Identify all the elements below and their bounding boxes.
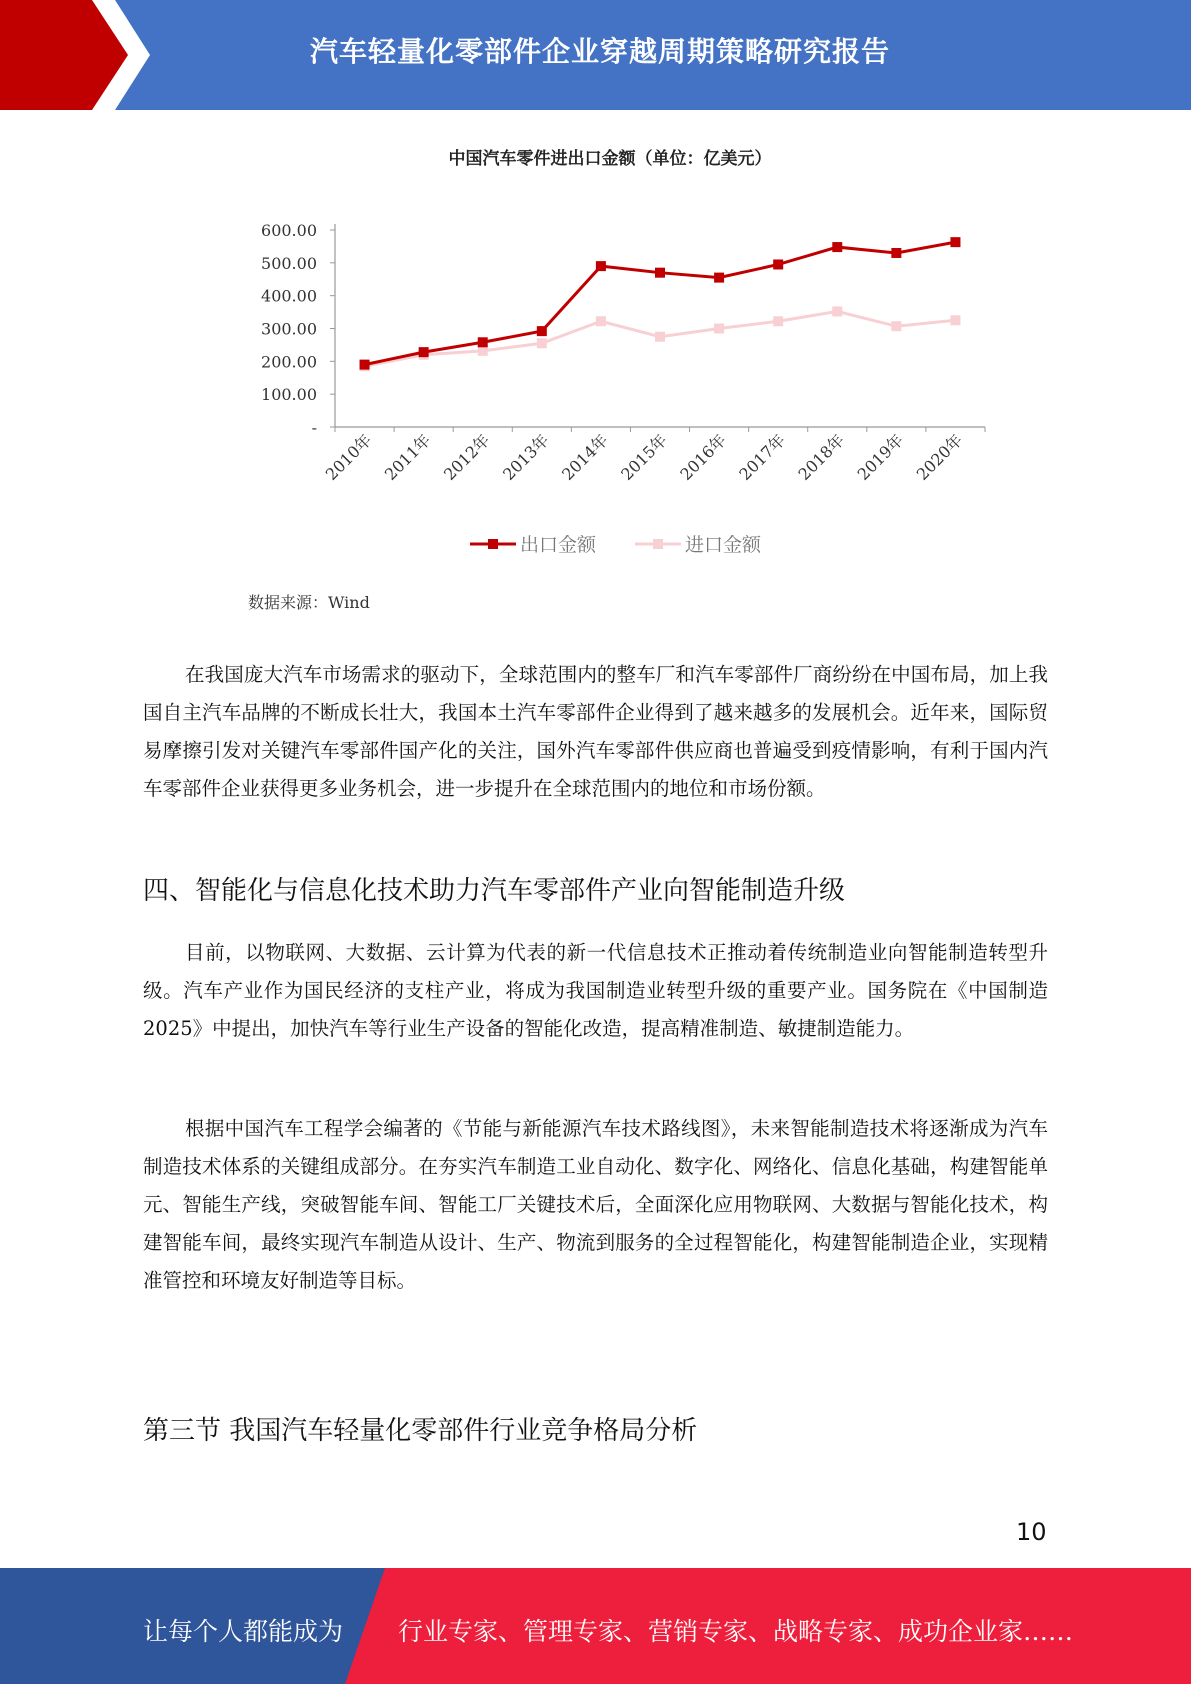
data-point bbox=[950, 315, 960, 325]
x-tick-label: 2018年 bbox=[794, 430, 849, 484]
legend-marker bbox=[488, 539, 498, 549]
y-tick-label: 300.00 bbox=[261, 319, 317, 339]
x-tick-label: 2016年 bbox=[676, 430, 730, 484]
data-point bbox=[950, 237, 960, 247]
page-number: 10 bbox=[1016, 1518, 1047, 1546]
legend-marker bbox=[653, 539, 663, 549]
y-tick-label: 400.00 bbox=[261, 286, 317, 306]
x-axis bbox=[322, 427, 985, 484]
data-point bbox=[773, 259, 783, 269]
data-point bbox=[596, 261, 606, 271]
data-point bbox=[478, 346, 488, 356]
data-point bbox=[360, 360, 370, 370]
header-title: 汽车轻量化零部件企业穿越周期策略研究报告 bbox=[309, 35, 890, 68]
paragraph-intelligent: 目前，以物联网、大数据、云计算为代表的新一代信息技术正推动着传统制造业向智能制造转型升级。汽车产业作为国民经济的支柱产业，将成为我国制造业转型升级的重要产业。国务院在《中国制造 2025》中提出，加快汽车等行业生产设备的智能化改造，提高精准制造、敏捷制造能力。 bbox=[143, 941, 1048, 1040]
series-line bbox=[365, 242, 956, 364]
data-point bbox=[714, 324, 724, 334]
trade-chart bbox=[230, 140, 990, 580]
data-point bbox=[891, 248, 901, 258]
y-tick-label: 600.00 bbox=[261, 221, 317, 240]
chart-title: 中国汽车零件进出口金额（单位：亿美元） bbox=[448, 149, 772, 169]
data-point bbox=[478, 337, 488, 347]
legend-label: 出口金额 bbox=[520, 534, 597, 556]
footer-slogan-left: 让每个人都能成为 bbox=[143, 1617, 344, 1646]
legend-label: 进口金额 bbox=[685, 534, 762, 556]
x-tick-label: 2010年 bbox=[321, 430, 376, 484]
heading-four: 四、智能化与信息化技术助力汽车零部件产业向智能制造升级 bbox=[143, 876, 846, 906]
x-tick-label: 2014年 bbox=[558, 430, 612, 484]
y-tick-label: 100.00 bbox=[261, 385, 317, 405]
data-source: 数据来源：Wind bbox=[248, 593, 370, 612]
x-tick-label: 2020年 bbox=[912, 430, 967, 484]
y-axis bbox=[261, 221, 335, 437]
data-point bbox=[832, 242, 842, 252]
x-tick-label: 2013年 bbox=[499, 430, 553, 484]
data-point bbox=[419, 347, 429, 357]
heading-section-three: 第三节 我国汽车轻量化零部件行业竞争格局分析 bbox=[143, 1416, 698, 1446]
data-point bbox=[655, 332, 665, 342]
paragraph-market: 在我国庞大汽车市场需求的驱动下，全球范围内的整车厂和汽车零部件厂商纷纷在中国布局，加上我国自主汽车品牌的不断成长壮大，我国本土汽车零部件企业得到了越来越多的发展机会。近年来，国际贸易摩擦引发对关键汽车零部件国产化的关注，国外汽车零部件供应商也普遍受到疫情影响，有利于国内汽车零部件企业获得更多业务机会，进一步提升在全球范围内的地位和市场份额。 bbox=[143, 663, 1048, 800]
data-point bbox=[537, 338, 547, 348]
x-tick-label: 2011年 bbox=[380, 430, 435, 484]
data-point bbox=[714, 273, 724, 283]
x-tick-label: 2019年 bbox=[853, 430, 908, 484]
series-layer bbox=[360, 237, 961, 371]
data-point bbox=[655, 268, 665, 278]
footer-slogan-right: 行业专家、管理专家、营销专家、战略专家、成功企业家…… bbox=[398, 1617, 1074, 1646]
paragraph-roadmap: 根据中国汽车工程学会编著的《节能与新能源汽车技术路线图》，未来智能制造技术将逐渐成为汽车制造技术体系的关键组成部分。在夯实汽车制造工业自动化、数字化、网络化、信息化基础，构建智能单元、智能生产线，突破智能车间、智能工厂关键技术后，全面深化应用物联网、大数据与智能化技术，构建智能车间，最终实现汽车制造从设计、生产、物流到服务的全过程智能化，构建智能制造企业，实现精准管控和环境友好制造等目标。 bbox=[143, 1117, 1048, 1292]
y-tick-label: 200.00 bbox=[261, 352, 317, 372]
y-tick-label: - bbox=[311, 418, 317, 437]
data-point bbox=[773, 316, 783, 326]
data-point bbox=[537, 326, 547, 336]
data-point bbox=[596, 316, 606, 326]
data-point bbox=[891, 321, 901, 331]
page-footer bbox=[0, 1568, 1191, 1684]
x-tick-label: 2017年 bbox=[735, 430, 790, 484]
y-tick-label: 500.00 bbox=[261, 253, 317, 273]
chart-legend bbox=[470, 534, 762, 556]
data-point bbox=[832, 306, 842, 316]
x-tick-label: 2015年 bbox=[617, 430, 671, 484]
page-header bbox=[0, 0, 1191, 110]
x-tick-label: 2012年 bbox=[440, 430, 494, 484]
